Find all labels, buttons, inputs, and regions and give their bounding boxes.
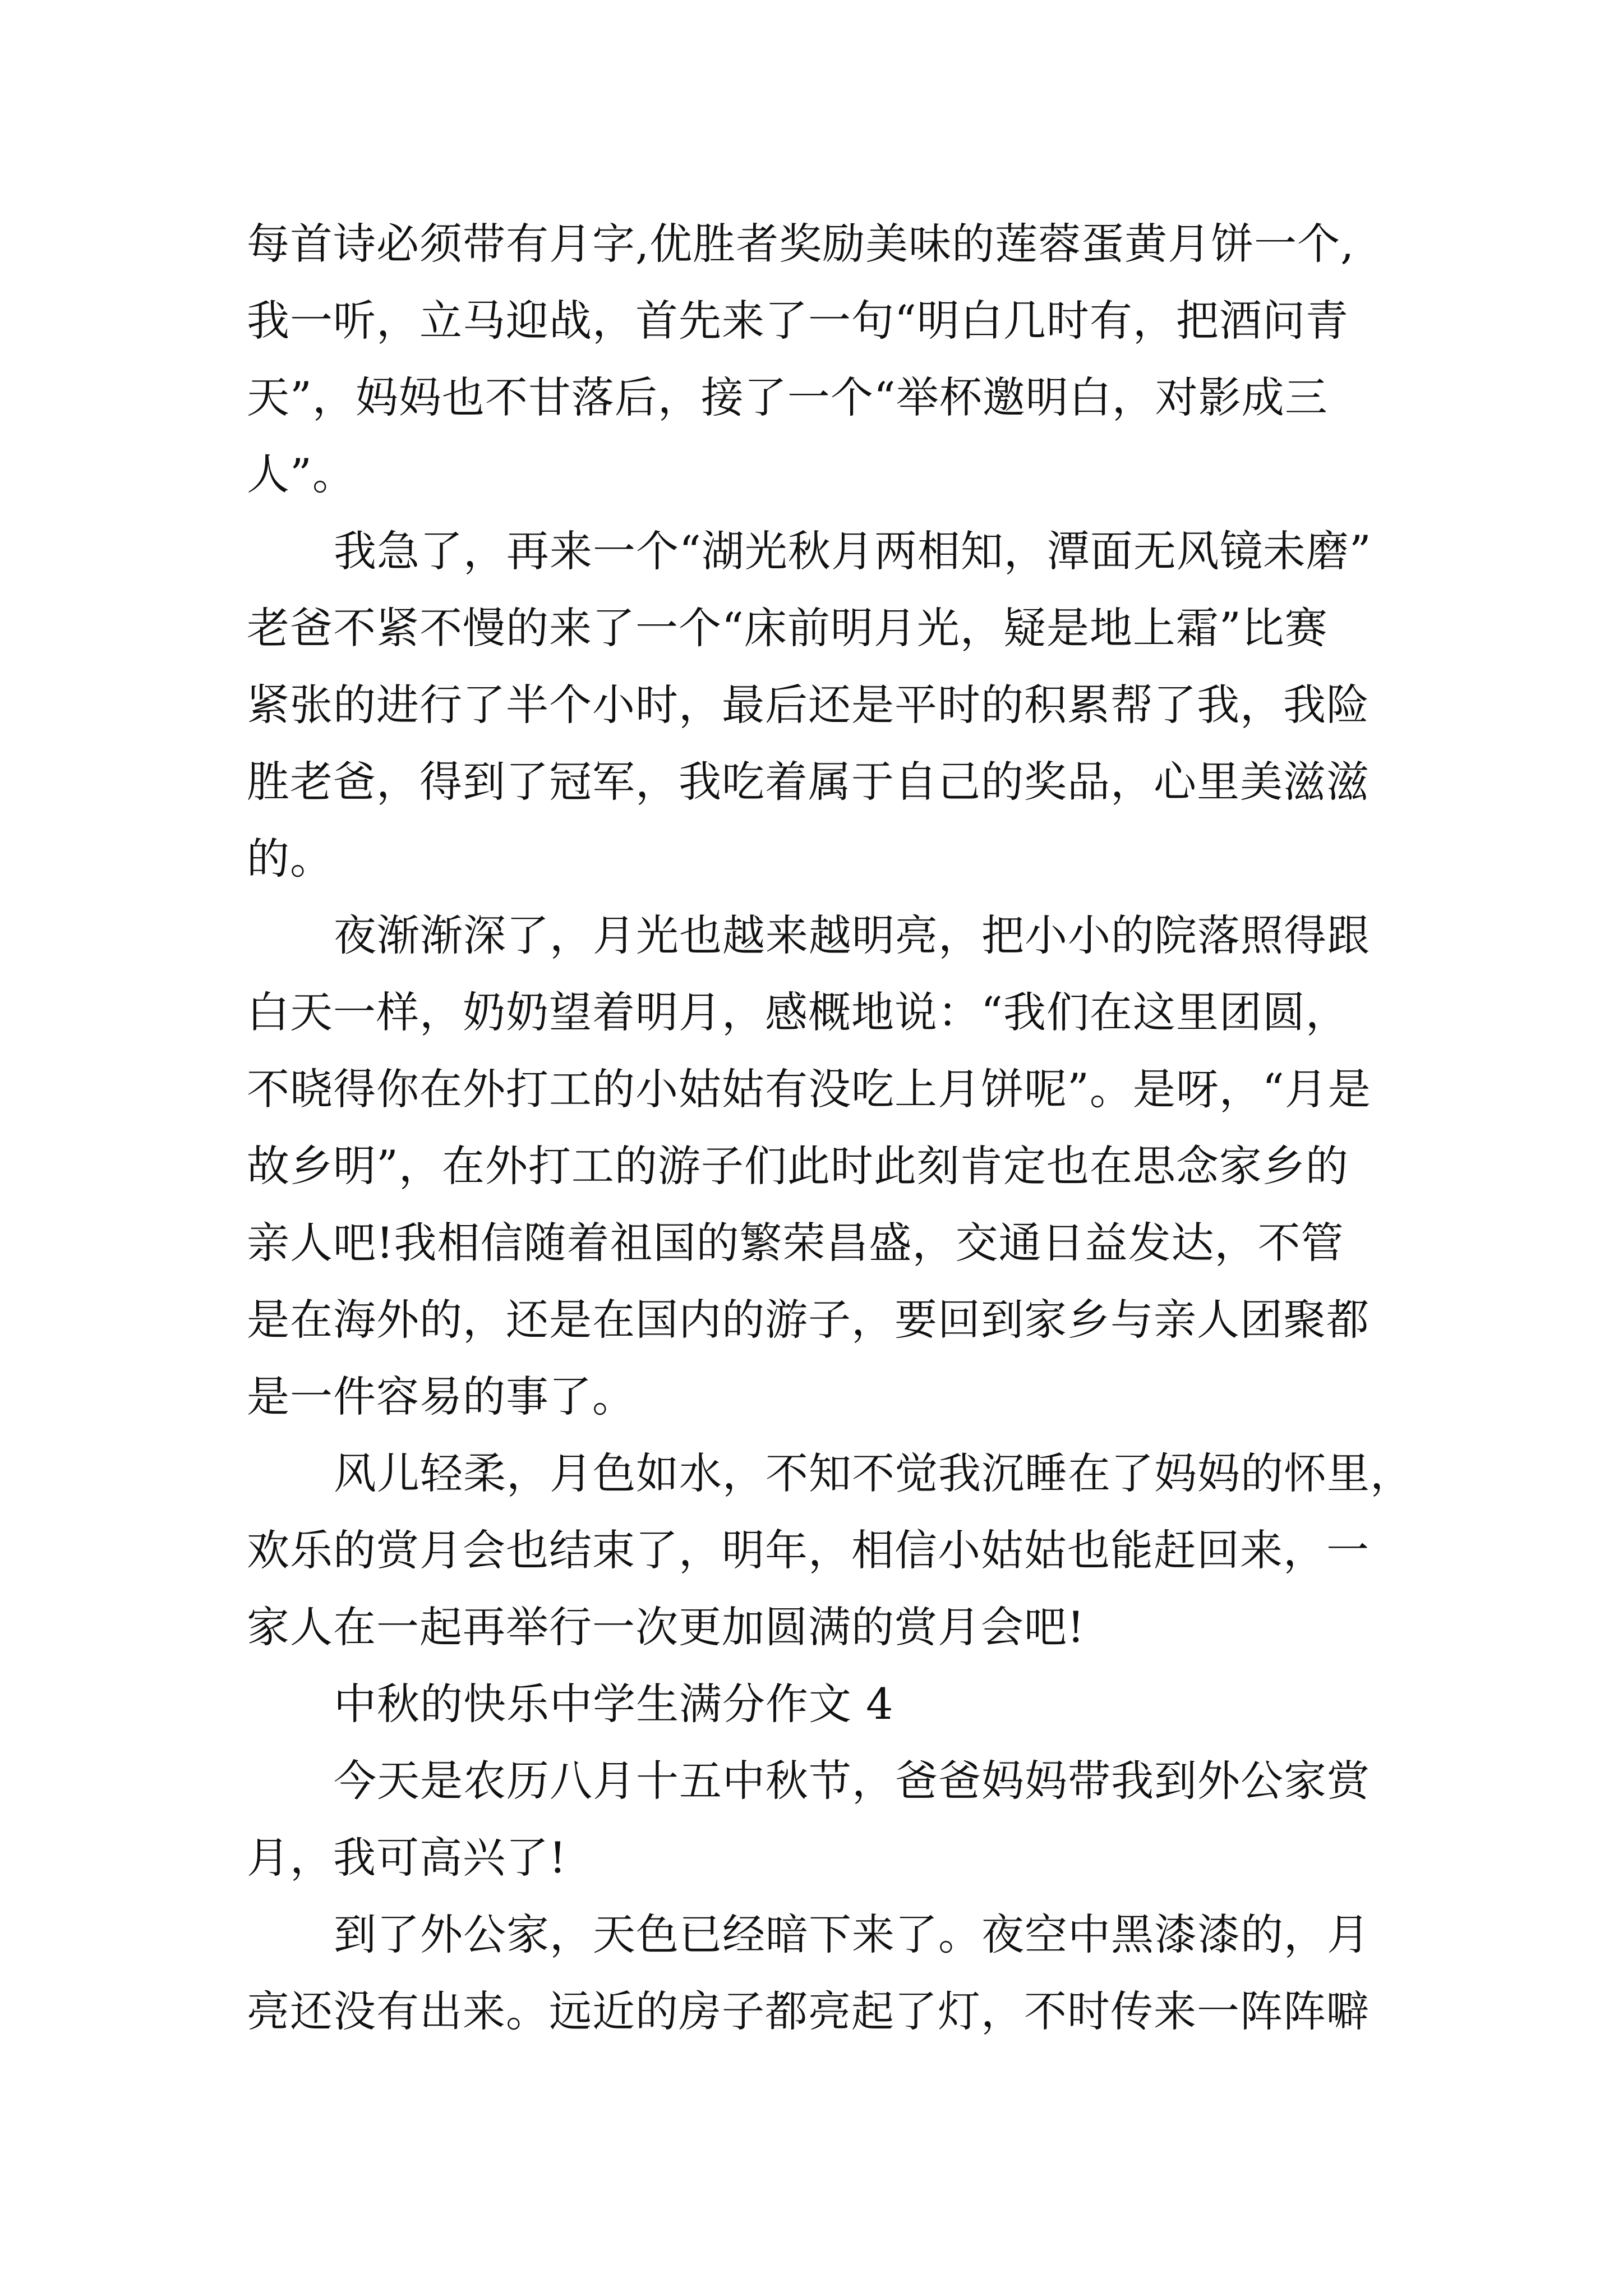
paragraph-start-line: 我急了，再来一个“湖光秋月两相知，潭面无风镜未磨” [334, 526, 1372, 576]
text-line: 是一件容易的事了。 [247, 1372, 635, 1421]
text-line: 不晓得你在外打工的小姑姑有没吃上月饼呢”。是呀，“月是 [247, 1064, 1371, 1114]
text-line: 紧张的进行了半个小时，最后还是平时的积累帮了我，我险 [247, 680, 1370, 730]
text-line: 是在海外的，还是在国内的游子，要回到家乡与亲人团聚都 [247, 1295, 1370, 1345]
paragraph-start-line: 到了外公家，天色已经暗下来了。夜空中黑漆漆的，月 [334, 1910, 1370, 1959]
text-line: 胜老爸，得到了冠军，我吃着属于自己的奖品，心里美滋滋 [247, 757, 1370, 807]
text-line: 故乡明”，在外打工的游子们此时此刻肯定也在思念家乡的 [247, 1141, 1349, 1191]
paragraph-start-line: 夜渐渐深了，月光也越来越明亮，把小小的院落照得跟 [334, 910, 1370, 960]
section-heading: 中秋的快乐中学生满分作文 4 [334, 1679, 894, 1729]
paragraph-start-line: 风儿轻柔，月色如水，不知不觉我沉睡在了妈妈的怀里， [334, 1448, 1413, 1498]
paragraph-start-line: 今天是农历八月十五中秋节，爸爸妈妈带我到外公家赏 [334, 1756, 1370, 1806]
text-line: 天”，妈妈也不甘落后，接了一个“举杯邀明白，对影成三 [247, 372, 1328, 422]
text-line: 亲人吧!我相信随着祖国的繁荣昌盛，交通日益发达，不管 [247, 1218, 1344, 1268]
text-line: 人”。 [247, 449, 356, 499]
text-line: 月，我可高兴了! [247, 1833, 567, 1883]
text-line: 我一听，立马迎战，首先来了一句“明白几时有，把酒问青 [247, 296, 1349, 346]
text-line: 家人在一起再举行一次更加圆满的赏月会吧! [247, 1602, 1085, 1652]
text-line: 老爸不紧不慢的来了一个“床前明月光，疑是地上霜”比赛 [247, 603, 1328, 653]
text-line: 欢乐的赏月会也结束了，明年，相信小姑姑也能赶回来，一 [247, 1525, 1370, 1575]
text-line: 每首诗必须带有月字,优胜者奖励美味的莲蓉蛋黄月饼一个, [247, 219, 1355, 269]
text-line: 白天一样，奶奶望着明月，感概地说：“我们在这里团圆， [247, 987, 1349, 1037]
text-line: 的。 [247, 834, 333, 884]
text-line: 亮还没有出来。远近的房子都亮起了灯，不时传来一阵阵噼 [247, 1986, 1370, 2036]
